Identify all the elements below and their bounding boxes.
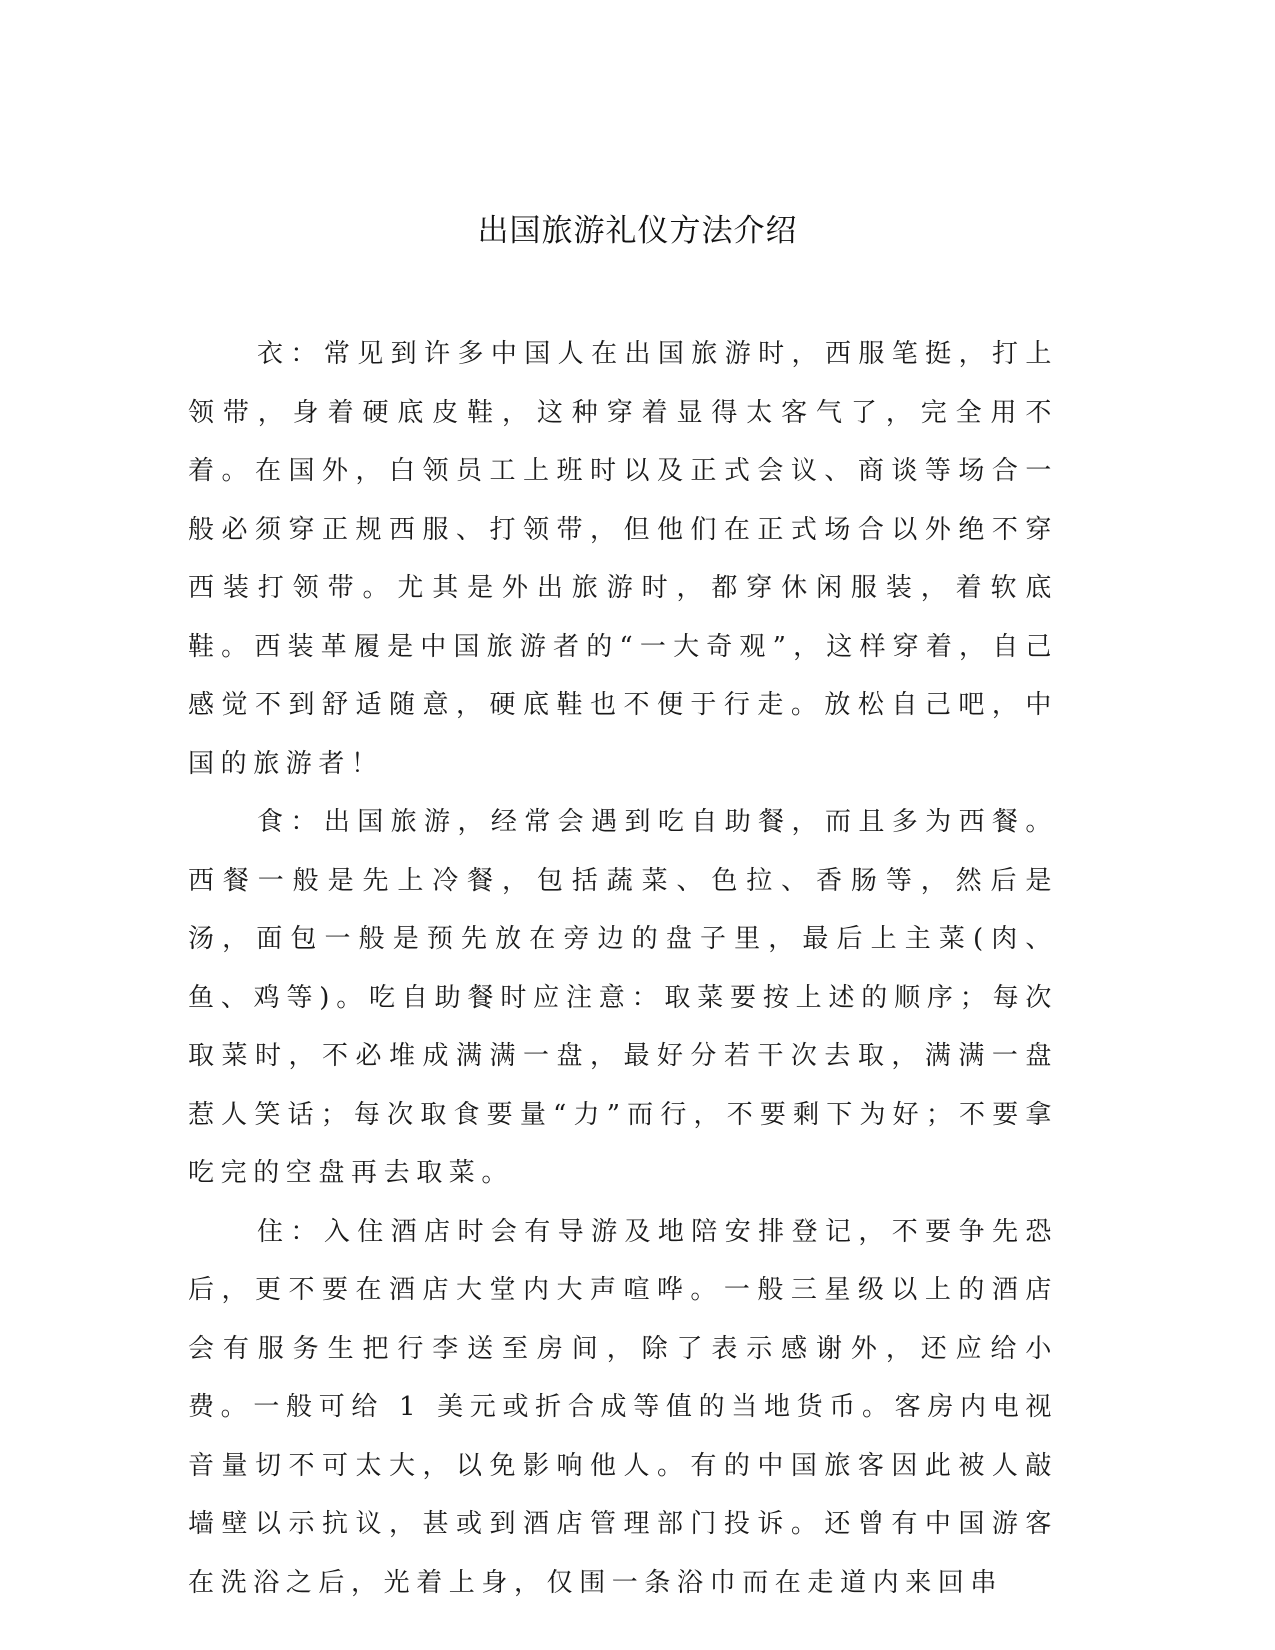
document-body	[188, 325, 1058, 1612]
paragraph-clothing: 衣：常见到许多中国人在出国旅游时，西服笔挺，打上领带，身着硬底皮鞋，这种穿着显得太客气了，完全用不着。在国外，白领员工上班时以及正式会议、商谈等场合一般必须穿正规西服、打领带，但他们在正式场合以外绝不穿西装打领带。尤其是外出旅游时，都穿休闲服装，着软底鞋。西装革履是中国旅游者的“一大奇观”，这样穿着，自己感觉不到舒适随意，硬底鞋也不便于行走。放松自己吧，中国的旅游者！	[188, 339, 1058, 779]
paragraph-lodging: 住：入住酒店时会有导游及地陪安排登记，不要争先恐后，更不要在酒店大堂内大声喧哗。一般三星级以上的酒店会有服务生把行李送至房间，除了表示感谢外，还应给小费。一般可给 1 美元或折合成等值的当地货币。客房内电视音量切不可太大，以免影响他人。有的中国旅客因此被人敲墙壁以示抗议，甚或到酒店管理部门投诉。还曾有中国游客在洗浴之后，光着上身，仅围一条浴巾而在走道内来回串	[188, 1216, 1058, 1598]
paragraph-food: 食：出国旅游，经常会遇到吃自助餐，而且多为西餐。西餐一般是先上冷餐，包括蔬菜、色拉、香肠等，然后是汤，面包一般是预先放在旁边的盘子里，最后上主菜(肉、鱼、鸡等)。吃自助餐时应注意：取菜要按上述的顺序；每次取菜时，不必堆成满满一盘，最好分若干次去取，满满一盘惹人笑话；每次取食要量“力”而行，不要剩下为好；不要拿吃完的空盘再去取菜。	[188, 807, 1058, 1188]
document-title: 出国旅游礼仪方法介绍	[477, 213, 798, 249]
